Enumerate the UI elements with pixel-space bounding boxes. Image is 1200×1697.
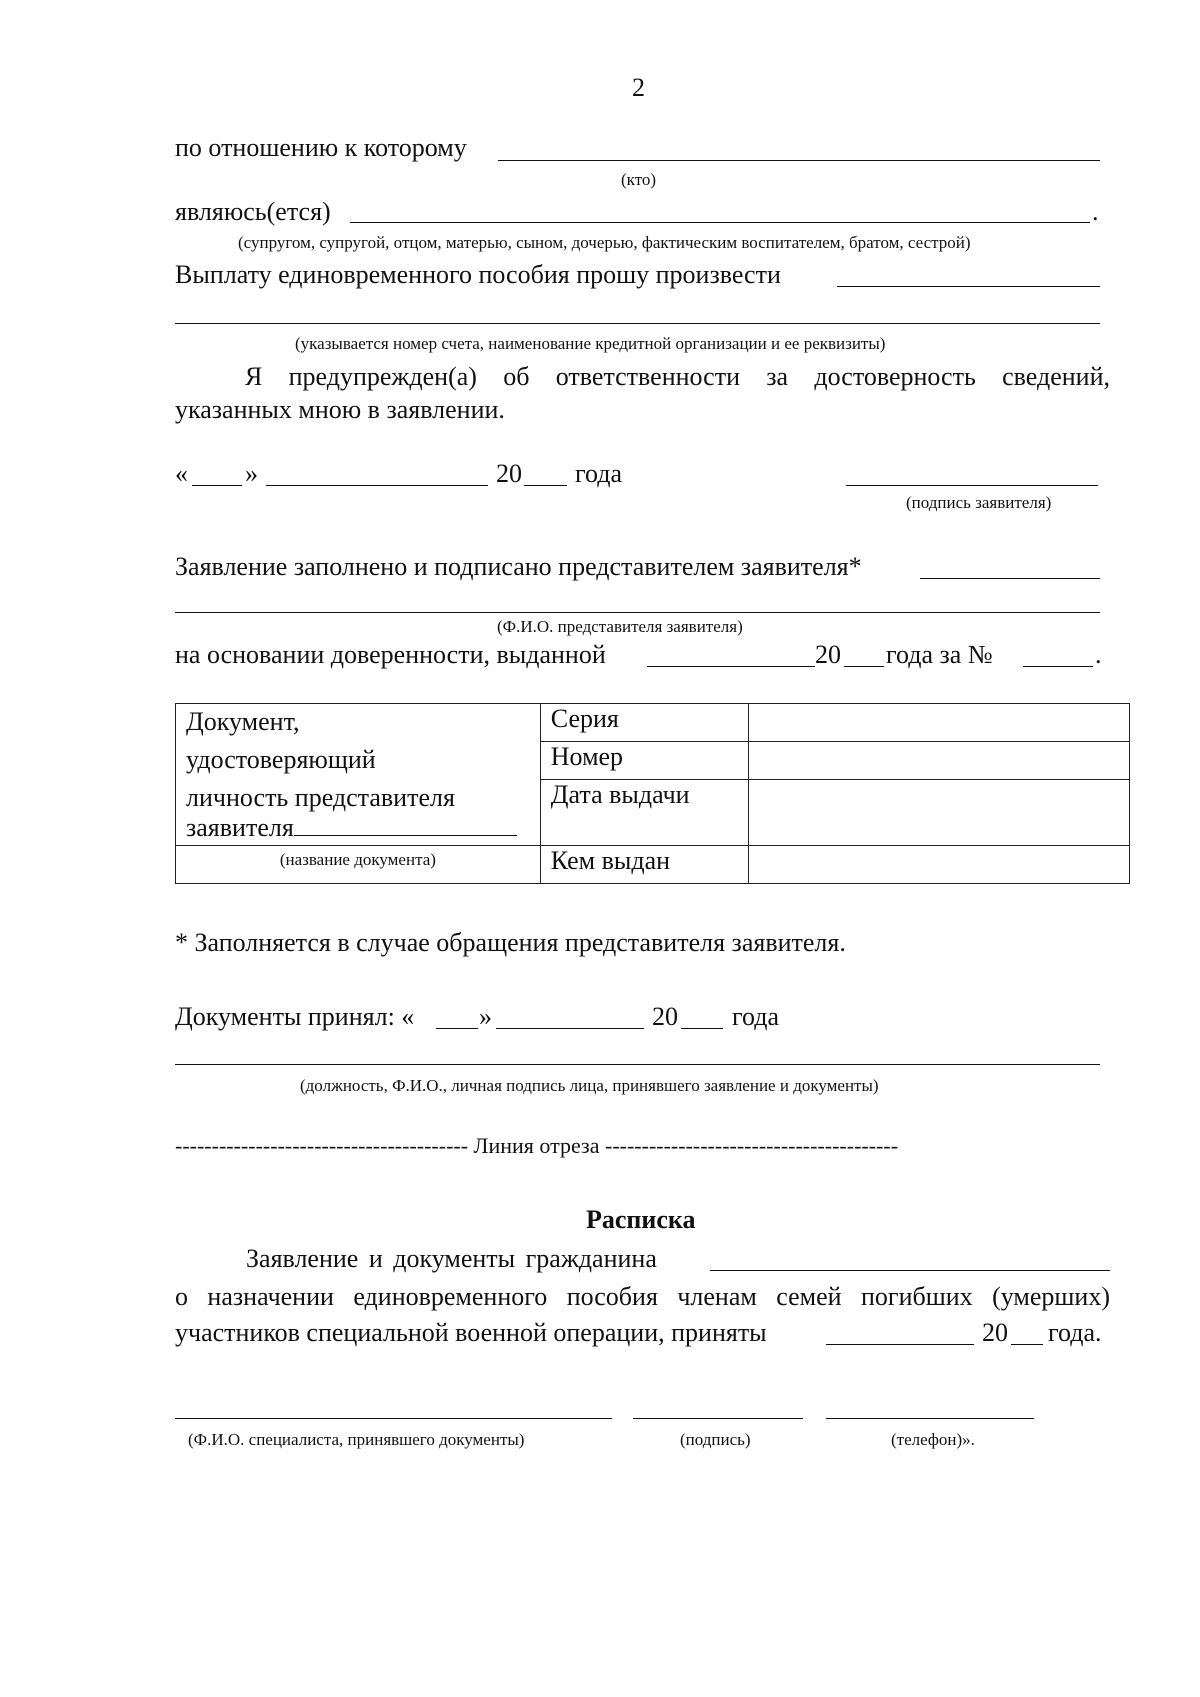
accepted-close-quote: » bbox=[479, 1002, 492, 1031]
document-name-field[interactable] bbox=[294, 813, 517, 836]
month-field[interactable] bbox=[266, 485, 488, 486]
year-suffix: года bbox=[575, 459, 623, 488]
proxy-year-word: года за № bbox=[886, 640, 993, 669]
date-open-quote: « bbox=[175, 459, 188, 488]
day-field[interactable] bbox=[192, 485, 242, 486]
proxy-date-field[interactable] bbox=[647, 666, 815, 667]
payment-field[interactable] bbox=[837, 286, 1100, 287]
warning-line2: указанных мною в заявлении. bbox=[175, 395, 505, 424]
year-prefix: 20 bbox=[496, 459, 522, 488]
doc-hint: (название документа) bbox=[176, 846, 541, 884]
series-label: Серия bbox=[540, 704, 748, 742]
receipt-line3: участников специальной военной операции, приняты bbox=[175, 1318, 767, 1347]
hint-relation: (супругом, супругой, отцом, матерью, сыном, дочерью, фактическим воспитателем, братом, сестрой) bbox=[238, 233, 971, 252]
issue-date-label: Дата выдачи bbox=[540, 780, 748, 846]
relation-label: по отношению к которому bbox=[175, 133, 467, 162]
identity-document-table bbox=[175, 703, 1130, 884]
doc-line1: Документ, bbox=[186, 707, 300, 736]
accepted-month-field[interactable] bbox=[496, 1028, 644, 1029]
series-value[interactable] bbox=[748, 704, 1129, 742]
accepted-year-word: года bbox=[732, 1002, 780, 1031]
specialist-name-field[interactable] bbox=[175, 1418, 612, 1419]
issue-date-value[interactable] bbox=[748, 780, 1129, 846]
doc-line4: заявителя bbox=[186, 813, 294, 842]
doc-line2: удостоверяющий bbox=[186, 745, 376, 774]
doc-line3: личность представителя bbox=[186, 783, 455, 812]
specialist-signature-field[interactable] bbox=[633, 1418, 803, 1419]
receipt-date-field[interactable] bbox=[826, 1344, 974, 1345]
footnote: * Заполняется в случае обращения представителя заявителя. bbox=[175, 928, 846, 957]
proxy-label: на основании доверенности, выданной bbox=[175, 640, 606, 669]
specialist-phone-field[interactable] bbox=[826, 1418, 1034, 1419]
warning-line1: Я предупрежден(а) об ответственности за достоверность сведений, bbox=[245, 362, 1110, 391]
issued-by-value[interactable] bbox=[748, 846, 1129, 884]
year-field[interactable] bbox=[524, 485, 567, 486]
number-value[interactable] bbox=[748, 742, 1129, 780]
proxy-year-prefix: 20 bbox=[815, 640, 841, 669]
hint-signature: (подпись заявителя) bbox=[906, 493, 1052, 512]
signature-field[interactable] bbox=[846, 485, 1098, 486]
cut-line: ---------------------------------------- Линия отреза ---------------------------------------- bbox=[175, 1133, 899, 1158]
issued-by-label: Кем выдан bbox=[540, 846, 748, 884]
accepted-year-field[interactable] bbox=[681, 1028, 723, 1029]
proxy-year-field[interactable] bbox=[844, 666, 884, 667]
is-label: являюсь(ется) bbox=[175, 197, 331, 226]
receipt-year-field[interactable] bbox=[1011, 1344, 1043, 1345]
hint-account: (указывается номер счета, наименование кредитной организации и ее реквизиты) bbox=[295, 334, 886, 353]
proxy-dot: . bbox=[1095, 640, 1102, 669]
doc-line4-row bbox=[186, 813, 530, 843]
page-number: 2 bbox=[632, 73, 645, 102]
accepted-day-field[interactable] bbox=[436, 1028, 478, 1029]
accepted-label: Документы принял: « bbox=[175, 1002, 415, 1031]
dot: . bbox=[1092, 197, 1099, 226]
hint-representative-name: (Ф.И.О. представителя заявителя) bbox=[497, 617, 743, 636]
payment-label: Выплату единовременного пособия прошу произвести bbox=[175, 260, 781, 289]
hint-phone: (телефон)». bbox=[891, 1430, 975, 1449]
accepted-year-prefix: 20 bbox=[652, 1002, 678, 1031]
number-label: Номер bbox=[540, 742, 748, 780]
date-close-quote: » bbox=[245, 459, 258, 488]
relation-kind-field[interactable] bbox=[350, 222, 1090, 223]
receipt-line2: о назначении единовременного пособия членам семей погибших (умерших) bbox=[175, 1282, 1110, 1311]
representative-field-line2[interactable] bbox=[175, 612, 1100, 613]
receipt-year-prefix: 20 bbox=[982, 1318, 1008, 1347]
official-field[interactable] bbox=[175, 1064, 1100, 1065]
hint-official: (должность, Ф.И.О., личная подпись лица, принявшего заявление и документы) bbox=[300, 1076, 879, 1095]
payment-field-line2[interactable] bbox=[175, 323, 1100, 324]
receipt-year-word: года. bbox=[1048, 1318, 1102, 1347]
hint-sign2: (подпись) bbox=[680, 1430, 751, 1449]
proxy-number-field[interactable] bbox=[1023, 666, 1093, 667]
hint-who: (кто) bbox=[621, 170, 657, 189]
document-cell bbox=[176, 704, 541, 846]
representative-field[interactable] bbox=[920, 578, 1100, 579]
receipt-line1: Заявление и документы гражданина bbox=[246, 1244, 657, 1273]
relation-field[interactable] bbox=[498, 160, 1100, 161]
hint-specialist: (Ф.И.О. специалиста, принявшего документы) bbox=[188, 1430, 525, 1449]
representative-label: Заявление заполнено и подписано представителем заявителя* bbox=[175, 552, 862, 581]
citizen-field[interactable] bbox=[710, 1270, 1110, 1271]
receipt-title: Расписка bbox=[586, 1205, 696, 1234]
